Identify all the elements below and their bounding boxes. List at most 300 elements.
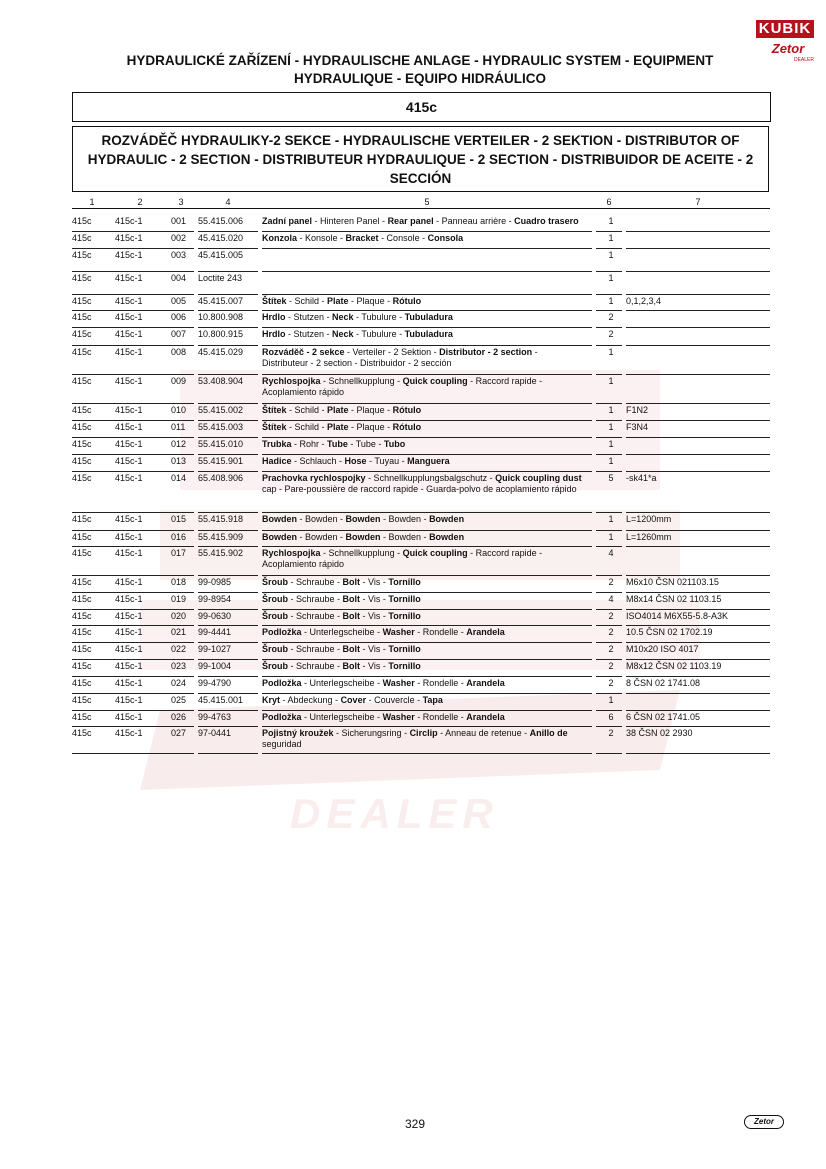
row-separator [262,403,592,404]
description-bold3: Tapa [422,695,443,705]
row-separator [72,310,194,311]
cell-quantity: 1 [608,216,614,226]
cell-model: 415c [72,347,92,357]
column-header-4: 4 [225,197,231,207]
description-normal2: - Bowden - [380,514,430,524]
row-separator [72,659,194,660]
row-separator [262,374,592,375]
table-row [72,233,770,250]
cell-part-number: Loctite 243 [198,273,243,283]
description-bold1: Prachovka rychlospojky [262,473,366,483]
table-row [72,405,770,422]
row-separator [626,726,770,727]
description-continuation: Acoplamiento rápido [262,387,345,397]
description-normal2: - Bowden - [380,532,430,542]
row-separator [596,546,622,547]
row-separator [72,546,194,547]
cell-position: 026 [171,712,187,722]
cell-description [262,296,594,307]
description-bold3: Bowden [429,514,465,524]
description-normal2: - Tubulure - [353,312,405,322]
cell-position: 014 [171,473,187,483]
row-separator [596,231,622,232]
description-normal2: - Tubulure - [353,329,405,339]
row-separator [262,592,592,593]
row-separator [596,248,622,249]
cell-quantity: 2 [608,312,614,322]
cell-group: 415c-1 [115,312,143,322]
table-row [72,695,770,712]
row-separator [262,676,592,677]
cell-position: 013 [171,456,187,466]
cell-description [262,456,594,467]
cell-model: 415c [72,233,92,243]
cell-model: 415c [72,644,92,654]
description-normal1: - Schraube - [288,661,343,671]
cell-position: 011 [171,422,186,432]
table-row [72,661,770,678]
row-separator [198,530,258,531]
row-separator [626,294,770,295]
description-continuation: Acoplamiento rápido [262,559,345,569]
description-normal1: - Rohr - [291,439,328,449]
description-normal2: - Vis - [360,594,389,604]
row-separator [198,471,258,472]
cell-model: 415c [72,577,92,587]
description-bold2: Quick coupling [402,548,468,558]
row-separator [596,294,622,295]
watermark-dealer-text: DEALER [290,790,499,837]
cell-group: 415c-1 [115,695,143,705]
description-bold1: Hadice [262,456,292,466]
cell-part-number: 55.415.918 [198,514,244,524]
cell-group: 415c-1 [115,627,143,637]
cell-description [262,422,594,433]
table-row [72,376,770,405]
description-bold1: Podložka [262,678,302,688]
table-row [72,439,770,456]
cell-group: 415c-1 [115,250,143,260]
cell-quantity: 2 [608,644,614,654]
row-separator [596,530,622,531]
description-bold2: Bolt [342,611,361,621]
cell-part-number: 99-4790 [198,678,232,688]
table-row [72,577,770,594]
description-bold2: Plate [327,405,349,415]
description-bold1: Hrdlo [262,312,286,322]
table-row [72,728,770,755]
cell-quantity: 1 [608,296,614,306]
row-separator [198,753,258,754]
row-separator [198,575,258,576]
table-row [72,627,770,644]
cell-position: 025 [171,695,187,705]
cell-quantity: 2 [608,611,614,621]
row-separator [596,471,622,472]
cell-position: 018 [171,577,187,587]
description-bold2: Plate [327,422,349,432]
description-bold2: Tube [327,439,348,449]
title-line-2: HYDRAULIQUE - EQUIPO HIDRÁULICO [293,71,546,86]
cell-group: 415c-1 [115,405,143,415]
cell-position: 010 [171,405,187,415]
row-separator [72,625,194,626]
row-separator [262,437,592,438]
row-separator [198,420,258,421]
row-separator [626,753,770,754]
description-bold3: Tubo [383,439,406,449]
cell-group: 415c-1 [115,296,143,306]
row-separator [198,676,258,677]
cell-model: 415c [72,678,92,688]
description-normal2: - Rondelle - [414,627,467,637]
cell-description [262,216,594,227]
row-separator [72,642,194,643]
cell-position: 007 [171,329,187,339]
row-separator [72,231,194,232]
row-separator [596,575,622,576]
description-bold3: Tornillo [388,594,421,604]
row-separator [626,454,770,455]
footer-zetor-logo: Zetor [744,1115,784,1129]
description-bold1: Šroub [262,611,288,621]
row-separator [596,437,622,438]
row-separator [72,676,194,677]
column-header-1: 1 [89,197,95,207]
description-bold2: Bowden [345,532,381,542]
table-row [72,594,770,611]
cell-group: 415c-1 [115,456,143,466]
table-row [72,514,770,532]
cell-description [262,594,594,605]
description-bold1: Šroub [262,661,288,671]
row-separator [596,310,622,311]
cell-model: 415c [72,216,92,226]
row-separator [198,454,258,455]
description-bold3: Rótulo [392,296,422,306]
description-bold1: Šroub [262,594,288,604]
row-separator [72,693,194,694]
description-bold1: Trubka [262,439,292,449]
cell-model: 415c [72,296,92,306]
row-separator [262,294,592,295]
column-header-5: 5 [424,197,430,207]
column-header-6: 6 [606,197,612,207]
cell-part-number: 55.415.006 [198,216,244,226]
description-normal2: - Rondelle - [414,678,467,688]
row-separator [262,710,592,711]
row-separator [262,327,592,328]
cell-position: 005 [171,296,187,306]
cell-part-number: 45.415.005 [198,250,244,260]
cell-part-number: 45.415.007 [198,296,244,306]
description-normal2: - Raccord rapide - [467,376,543,386]
column-header-3: 3 [178,197,184,207]
description-bold2: Bolt [342,594,361,604]
cell-position: 001 [171,216,187,226]
description-normal1: - Unterlegscheibe - [301,627,383,637]
cell-note: ISO4014 M6X55-5.8-A3K [626,611,729,621]
title-line-1: HYDRAULICKÉ ZAŘÍZENÍ - HYDRAULISCHE ANLAGE - HYDRAULIC SYSTEM - EQUIPMENT [126,53,714,68]
cell-position: 016 [171,532,187,542]
cell-quantity: 1 [608,273,614,283]
cell-description [262,405,594,416]
row-separator [626,575,770,576]
cell-description [262,661,594,672]
description-normal2: - Couvercle - [366,695,423,705]
row-separator [626,471,770,472]
row-separator [596,454,622,455]
cell-position: 003 [171,250,187,260]
cell-description [262,233,594,244]
row-separator [72,592,194,593]
row-separator [596,420,622,421]
cell-position: 008 [171,347,187,357]
section-line-3: SECCIÓN [389,171,452,186]
cell-part-number: 10.800.915 [198,329,244,339]
cell-description [262,473,594,495]
cell-quantity: 1 [608,439,614,449]
description-bold2: Hose [344,456,367,466]
row-separator [262,345,592,346]
description-bold1: Šroub [262,644,288,654]
description-normal1: - Stutzen - [285,312,333,322]
cell-part-number: 45.415.001 [198,695,244,705]
description-bold1: Bowden [262,514,297,524]
description-bold1: Šroub [262,577,288,587]
row-separator [198,310,258,311]
row-separator [198,625,258,626]
row-separator [72,271,194,272]
description-bold2: Bolt [342,644,361,654]
row-separator [262,753,592,754]
cell-position: 004 [171,273,187,283]
description-bold2: Neck [332,329,354,339]
description-normal2: - Raccord rapide - [467,548,543,558]
cell-note: L=1200mm [626,514,672,524]
cell-model: 415c [72,728,92,738]
row-separator [72,327,194,328]
description-normal2: - Plaque - [348,296,393,306]
table-row [72,312,770,329]
cell-part-number: 99-8954 [198,594,232,604]
row-separator [262,271,592,272]
description-bold2: Rear panel [387,216,434,226]
row-separator [626,676,770,677]
table-row [72,548,770,577]
row-separator [72,726,194,727]
row-separator [262,642,592,643]
row-separator [626,271,770,272]
row-separator [198,659,258,660]
cell-description [262,627,594,638]
table-row [72,456,770,473]
cell-part-number: 99-0630 [198,611,232,621]
description-normal2: - [532,347,538,357]
cell-group: 415c-1 [115,728,143,738]
description-normal2: - Vis - [360,611,389,621]
cell-group: 415c-1 [115,678,143,688]
row-separator [72,437,194,438]
description-bold1: Podložka [262,627,302,637]
row-separator [626,710,770,711]
cell-quantity: 6 [608,712,614,722]
row-separator [262,546,592,547]
cell-position: 027 [171,728,187,738]
section-title [72,126,769,192]
description-bold3: Arandela [466,678,505,688]
row-separator [72,753,194,754]
description-bold2: Bolt [342,577,361,587]
row-separator [262,659,592,660]
cell-model: 415c [72,532,92,542]
row-separator [72,374,194,375]
cell-model: 415c [72,514,92,524]
description-bold2: Bracket [345,233,379,243]
description-bold1: Štítek [262,422,287,432]
zetor-logo-text: Zetor [771,41,805,56]
row-separator [626,310,770,311]
cell-group: 415c-1 [115,594,143,604]
cell-description [262,728,594,750]
row-separator [72,609,194,610]
cell-quantity: 1 [608,376,614,386]
row-separator [198,592,258,593]
cell-quantity: 4 [608,548,614,558]
description-normal2: - Anneau de retenue - [437,728,530,738]
cell-position: 019 [171,594,187,604]
cell-model: 415c [72,695,92,705]
row-separator [626,592,770,593]
cell-group: 415c-1 [115,514,143,524]
row-separator [596,345,622,346]
description-bold1: Rozváděč - 2 sekce [262,347,345,357]
cell-group: 415c-1 [115,329,143,339]
description-normal1: - Bowden - [297,532,346,542]
page-number: 329 [404,1117,426,1131]
cell-part-number: 53.408.904 [198,376,244,386]
cell-model: 415c [72,376,92,386]
description-bold2: Washer [382,627,415,637]
description-bold2: Quick coupling [402,376,468,386]
row-separator [72,471,194,472]
description-bold3: Manguera [407,456,450,466]
row-separator [596,753,622,754]
row-separator [198,271,258,272]
row-separator [72,710,194,711]
description-normal2: - Plaque - [348,422,393,432]
cell-quantity: 1 [608,456,614,466]
cell-description [262,644,594,655]
cell-part-number: 97-0441 [198,728,232,738]
row-separator [72,530,194,531]
cell-quantity: 1 [608,532,614,542]
section-line-2: HYDRAULIC - 2 SECTION - DISTRIBUTEUR HYDRAULIQUE - 2 SECTION - DISTRIBUIDOR DE ACEITE - 2 [87,152,754,167]
description-normal1: - Stutzen - [285,329,333,339]
cell-group: 415c-1 [115,347,143,357]
description-normal1: - Bowden - [297,514,346,524]
cell-group: 415c-1 [115,439,143,449]
cell-description [262,548,594,570]
description-bold2: Bolt [342,661,361,671]
cell-model: 415c [72,329,92,339]
cell-description [262,329,594,340]
row-separator [72,294,194,295]
cell-position: 012 [171,439,187,449]
description-normal1: - Schraube - [288,594,343,604]
row-separator [198,231,258,232]
description-bold2: Circlip [409,728,438,738]
row-separator [198,327,258,328]
cell-model: 415c [72,548,92,558]
cell-position: 020 [171,611,187,621]
cell-description [262,347,594,369]
cell-quantity: 4 [608,594,614,604]
description-normal1: - Schnellkupplung - [320,548,403,558]
cell-part-number: 55.415.002 [198,405,244,415]
column-header-2: 2 [137,197,143,207]
description-bold3: Cuadro trasero [514,216,579,226]
row-separator [626,345,770,346]
description-bold3: Tornillo [388,644,421,654]
cell-part-number: 55.415.901 [198,456,244,466]
cell-group: 415c-1 [115,577,143,587]
cell-description [262,611,594,622]
cell-quantity: 1 [608,233,614,243]
row-separator [596,271,622,272]
cell-part-number: 10.800.908 [198,312,244,322]
description-normal1: - Schild - [286,422,328,432]
cell-part-number: 45.415.029 [198,347,244,357]
cell-note: M8x12 ČSN 02 1103.19 [626,661,722,671]
row-separator [72,454,194,455]
row-separator [198,710,258,711]
description-bold2: Washer [382,712,415,722]
description-normal1: - Konsole - [297,233,346,243]
description-normal2: - Rondelle - [414,712,467,722]
cell-description [262,312,594,323]
cell-position: 002 [171,233,187,243]
cell-description [262,712,594,723]
description-bold3: Consola [427,233,464,243]
description-bold2: Neck [332,312,354,322]
cell-quantity: 2 [608,577,614,587]
cell-model: 415c [72,250,92,260]
cell-group: 415c-1 [115,233,143,243]
row-separator [596,693,622,694]
model-box: 415c [72,92,771,122]
description-bold2: Quick coupling dust [495,473,582,483]
row-separator [626,437,770,438]
row-separator [596,403,622,404]
description-normal2: - Tube - [347,439,384,449]
description-bold2: Cover [340,695,367,705]
description-bold2: Bowden [345,514,381,524]
cell-quantity: 5 [608,473,614,483]
description-continuation: seguridad [262,739,302,749]
cell-part-number: 55.415.902 [198,548,244,558]
row-separator [596,374,622,375]
table-row [72,611,770,627]
description-normal1: - Unterlegscheibe - [301,712,383,722]
cell-part-number: 99-0985 [198,577,232,587]
row-separator [72,248,194,249]
row-separator [626,420,770,421]
cell-group: 415c-1 [115,473,143,483]
cell-part-number: 99-4441 [198,627,232,637]
row-separator [262,310,592,311]
cell-group: 415c-1 [115,661,143,671]
